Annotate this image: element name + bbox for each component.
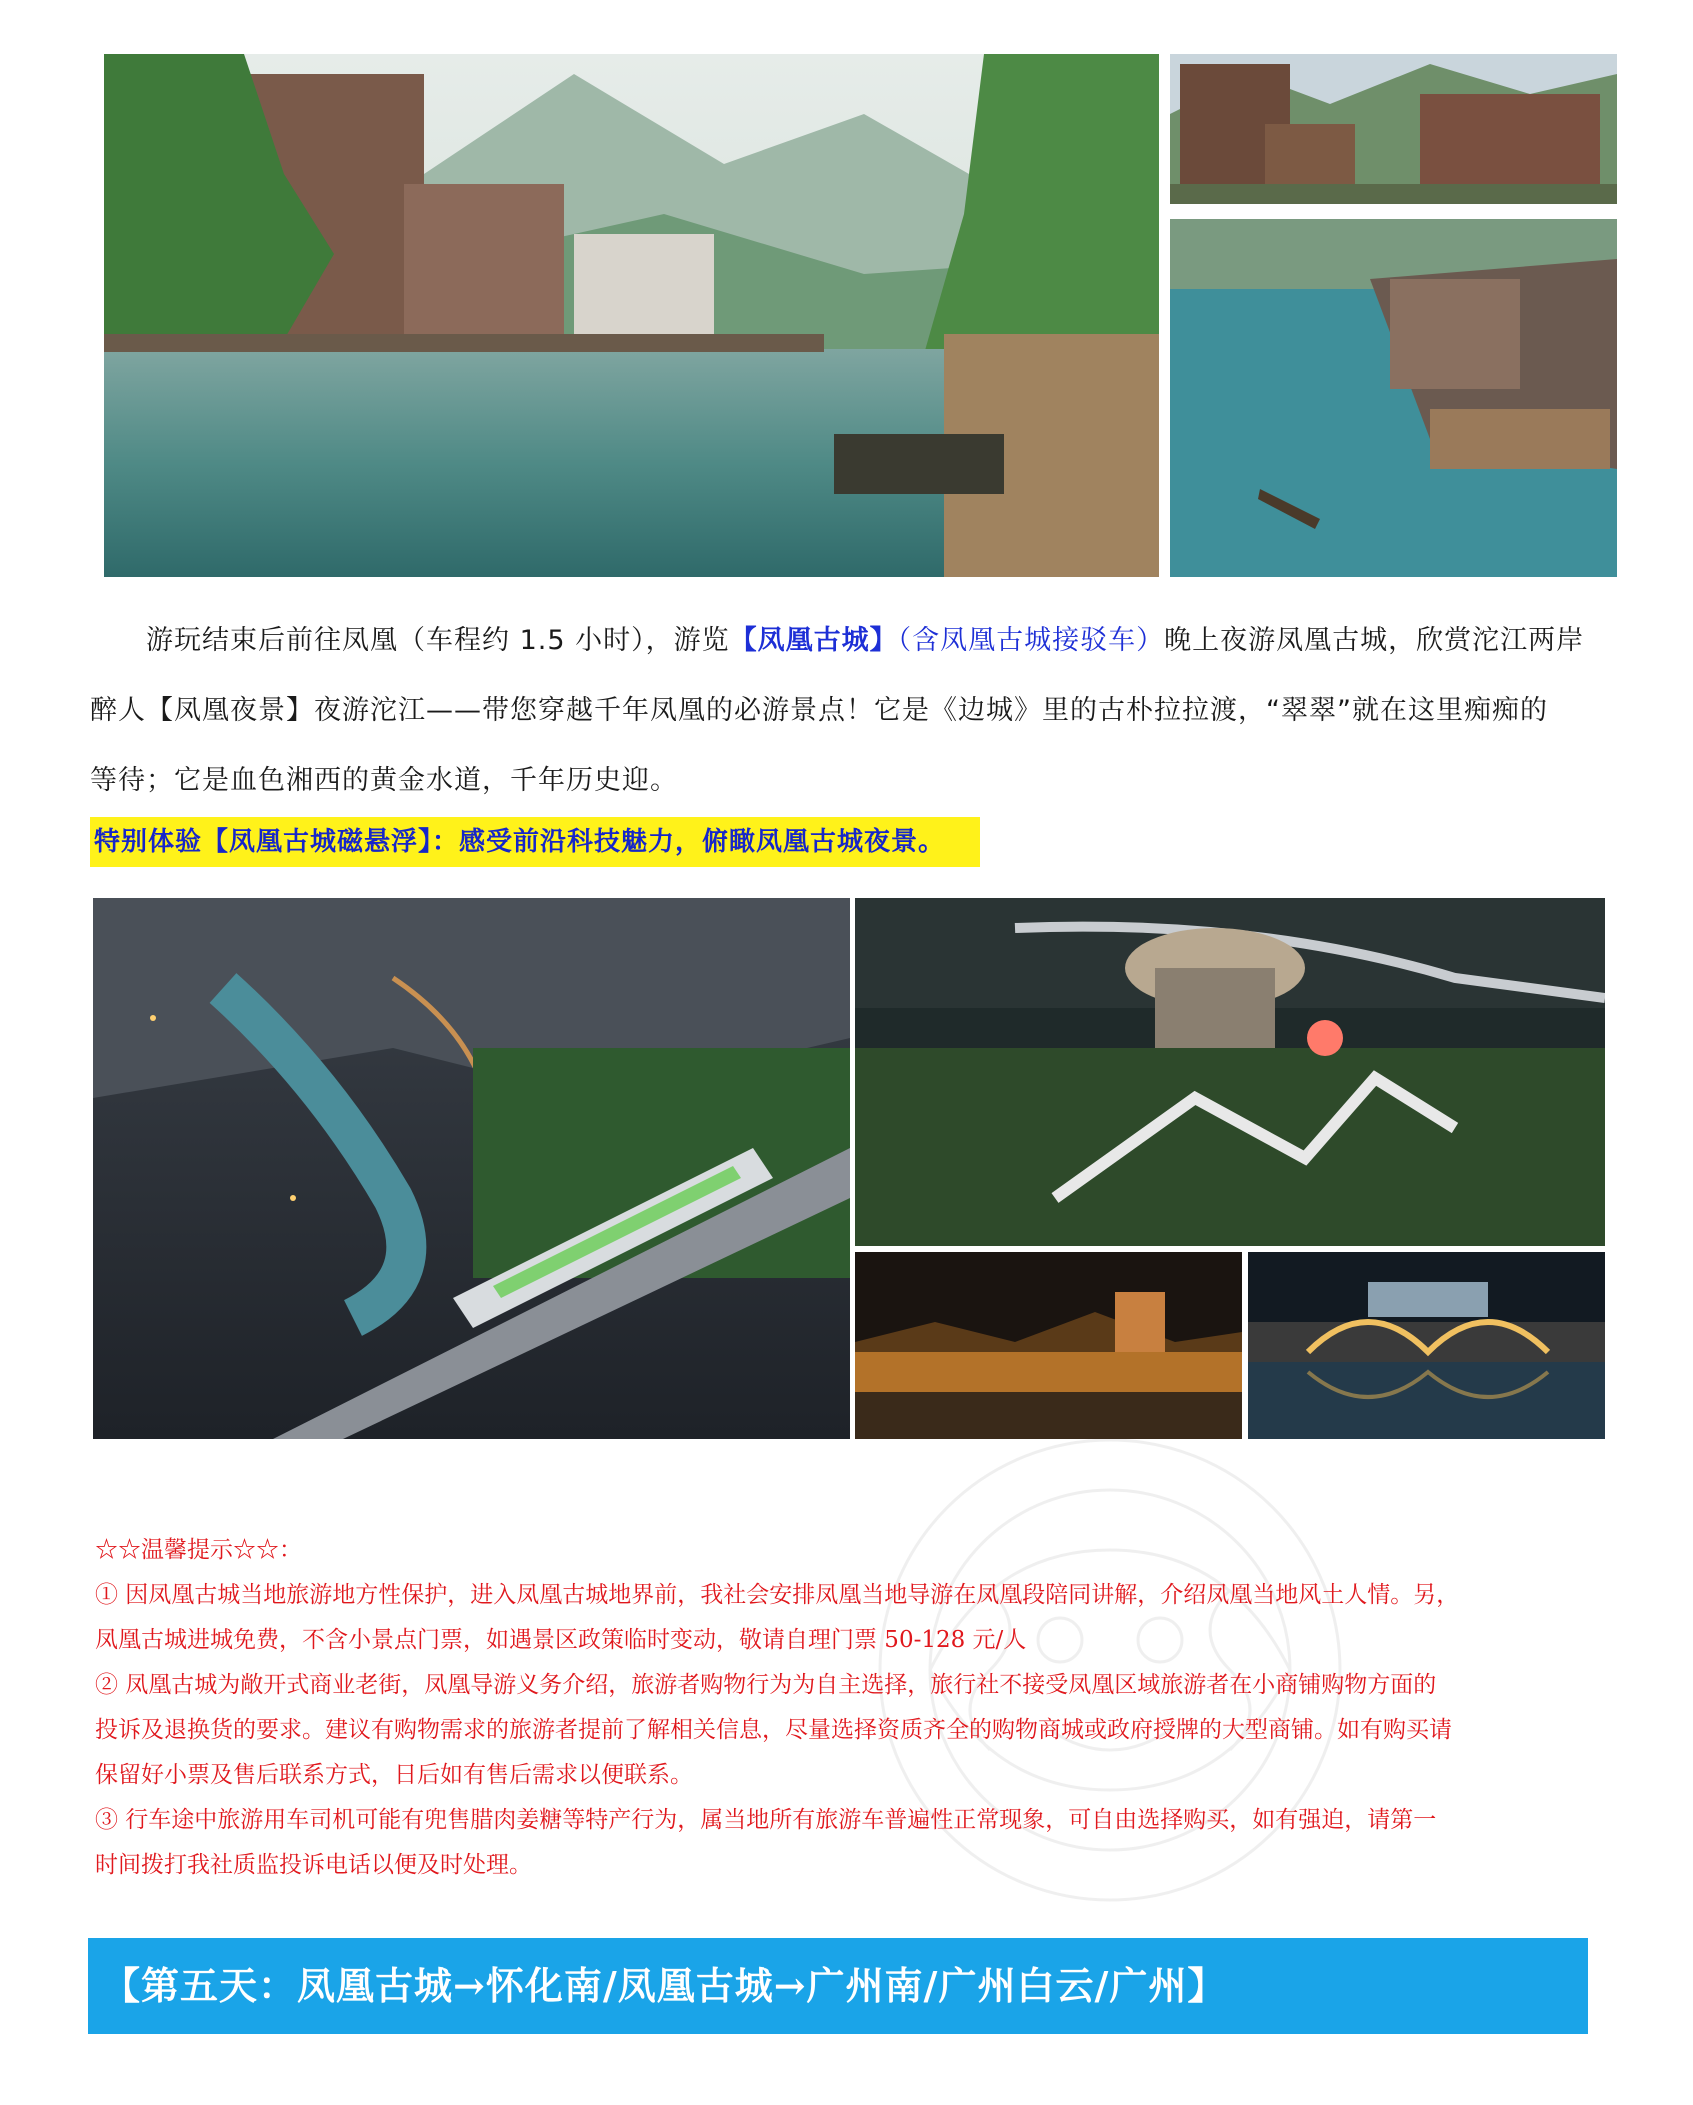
photo-lit-bridge-night bbox=[1248, 1252, 1605, 1439]
photo-river-landscape bbox=[104, 54, 1159, 577]
intro-paragraph bbox=[90, 606, 1590, 816]
tips-item-2-line-2: 投诉及退换货的要求。建议有购物需求的旅游者提前了解相关信息，尽量选择资质齐全的购物商城或政府授牌的大型商铺。如有购买请 bbox=[95, 1717, 1452, 1743]
intro-line-3: 等待；它是血色湘西的黄金水道，千年历史迎。 bbox=[90, 765, 678, 796]
tips-item-1-line-2: 凤凰古城进城免费，不含小景点门票，如遇景区政策临时变动，敬请自理门票 50-128 元/人 bbox=[95, 1627, 1027, 1653]
intro-line-1-text-d: 晚上夜游凤凰古城，欣赏沱江两岸 bbox=[1164, 625, 1585, 656]
intro-line-2: 醉人【凤凰夜景】夜游沱江——带您穿越千年凤凰的必游景点！它是《边城》里的古朴拉拉渡，“翠翠”就在这里痴痴的 bbox=[90, 695, 1548, 726]
day-five-title-bar: 【第五天：凤凰古城→怀化南/凤凰古城→广州南/广州白云/广州】 bbox=[88, 1938, 1588, 2034]
intro-shuttle-note: （含凤凰古城接驳车） bbox=[897, 625, 1165, 656]
warm-tips bbox=[95, 1528, 1585, 1888]
intro-highlight-fenghuang: 【凤凰古城】 bbox=[729, 625, 898, 656]
photo-stilt-houses bbox=[1170, 54, 1617, 204]
tips-title: ☆☆温馨提示☆☆： bbox=[95, 1537, 302, 1563]
special-experience-banner: 特别体验【凤凰古城磁悬浮】：感受前沿科技魅力，俯瞰凤凰古城夜景。 bbox=[90, 817, 980, 867]
tips-item-2-line-3: 保留好小票及售后联系方式，日后如有售后需求以便联系。 bbox=[95, 1762, 693, 1788]
photo-river-boats bbox=[1170, 219, 1617, 577]
photo-ancient-town-night bbox=[855, 1252, 1242, 1439]
tips-item-1-line-1: ① 因凤凰古城当地旅游地方性保护，进入凤凰古城地界前，我社会安排凤凰当地导游在凤凰段陪同讲解，介绍凤凰当地风土人情。另， bbox=[95, 1582, 1460, 1608]
intro-line-1 bbox=[90, 606, 1590, 676]
tips-item-3-line-2: 时间拨打我社质监投诉电话以便及时处理。 bbox=[95, 1852, 532, 1878]
tips-item-2-line-1: ② 凤凰古城为敞开式商业老街，凤凰导游义务介绍，旅游者购物行为为自主选择，旅行社不接受凤凰区域旅游者在小商铺购物方面的 bbox=[95, 1672, 1437, 1698]
photo-maglev-train-night bbox=[93, 898, 850, 1439]
intro-line-1-text-a: 游玩结束后前往凤凰（车程约 1.5 小时），游览 bbox=[146, 625, 730, 656]
tips-item-3-line-1: ③ 行车途中旅游用车司机可能有兜售腊肉姜糖等特产行为，属当地所有旅游车普遍性正常现象，可自由选择购买，如有强迫，请第一 bbox=[95, 1807, 1437, 1833]
photo-maglev-station-dusk bbox=[855, 898, 1605, 1246]
